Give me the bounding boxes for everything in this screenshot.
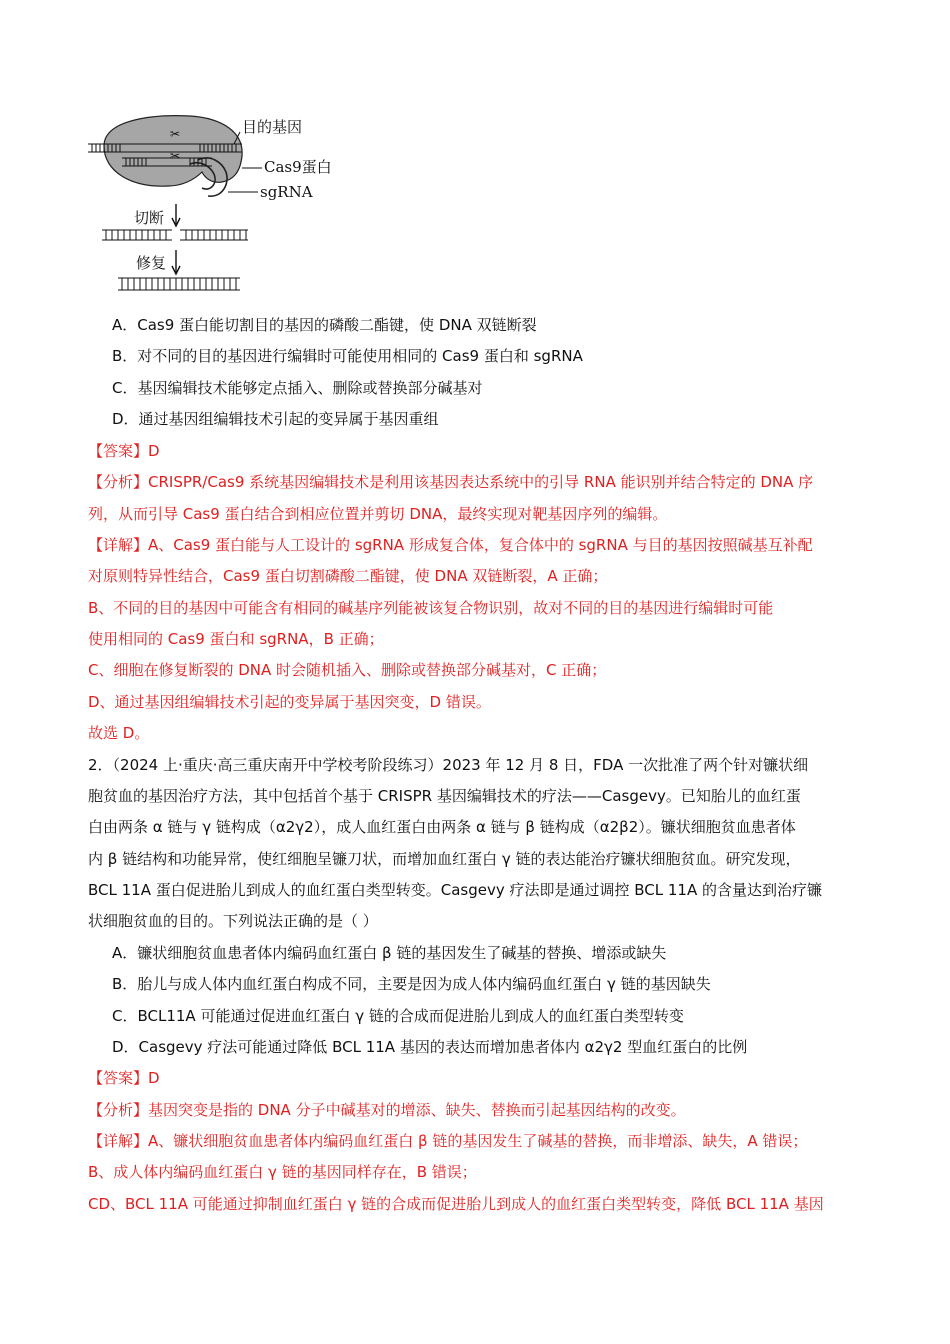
q2-stem-line: BCL 11A 蛋白促进胎儿到成人的血红蛋白类型转变。Casgevy 疗法即是通过调控 BCL 11A 的含量达到治疗镰: [88, 881, 823, 899]
q1-option-c: C．基因编辑技术能够定点插入、删除或替换部分碱基对: [112, 379, 483, 397]
q1-analysis-line: 列，从而引导 Cas9 蛋白结合到相应位置并剪切 DNA，最终实现对靶基因序列的编辑。: [88, 505, 668, 523]
q1-option-d: D．通过基因组编辑技术引起的变异属于基因重组: [112, 410, 439, 428]
scissors-icon: ✂: [170, 149, 181, 163]
q2-stem-line: 内 β 链结构和功能异常，使红细胞呈镰刀状，而增加血红蛋白 γ 链的表达能治疗镰状细胞贫血。研究发现，: [88, 850, 801, 868]
label-target-gene: 目的基因: [242, 118, 303, 136]
label-sgrna: sgRNA: [260, 183, 313, 201]
q1-detail-line: B、不同的目的基因中可能含有相同的碱基序列能被该复合物识别，故对不同的目的基因进行编辑时可能: [88, 599, 774, 617]
q2-stem-line: 胞贫血的基因治疗方法，其中包括首个基于 CRISPR 基因编辑技术的疗法——Casgevy。已知胎儿的血红蛋: [88, 787, 801, 805]
arrow-down-icon: [172, 250, 180, 274]
arrow-down-icon: [172, 204, 180, 226]
q1-detail-line: D、通过基因组编辑技术引起的变异属于基因突变，D 错误。: [88, 693, 491, 711]
scissors-icon: ✂: [170, 127, 181, 141]
q2-stem-line: 状细胞贫血的目的。下列说法正确的是（ ）: [88, 912, 378, 930]
cas9-diagram: [82, 108, 342, 303]
q2-stem-line: 2．（2024 上·重庆·高三重庆南开中学校考阶段练习）2023 年 12 月 8 日，FDA 一次批准了两个针对镰状细: [88, 756, 809, 774]
q2-detail-line: 【详解】A、镰状细胞贫血患者体内编码血红蛋白 β 链的基因发生了碱基的替换，而非增添、缺失，A 错误；: [88, 1132, 808, 1150]
q2-detail-line: CD、BCL 11A 可能通过抑制血红蛋白 γ 链的合成而促进胎儿到成人的血红蛋白类型转变，降低 BCL 11A 基因: [88, 1195, 824, 1213]
q1-detail-line: C、细胞在修复断裂的 DNA 时会随机插入、删除或替换部分碱基对，C 正确；: [88, 661, 607, 679]
q1-analysis-line: 【分析】CRISPR/Cas9 系统基因编辑技术是利用该基因表达系统中的引导 RNA 能识别并结合特定的 DNA 序: [88, 473, 814, 491]
q2-answer: 【答案】D: [88, 1069, 160, 1087]
q1-detail-line: 使用相同的 Cas9 蛋白和 sgRNA，B 正确；: [88, 630, 384, 648]
q1-detail-line: 故选 D。: [88, 724, 150, 742]
q1-option-a: A．Cas9 蛋白能切割目的基因的磷酸二酯键，使 DNA 双链断裂: [112, 316, 537, 334]
label-cas9: Cas9蛋白: [264, 158, 332, 176]
label-repair: 修复: [136, 254, 167, 272]
q1-answer: 【答案】D: [88, 442, 160, 460]
q2-option-b: B．胎儿与成人体内血红蛋白构成不同，主要是因为成人体内编码血红蛋白 γ 链的基因缺失: [112, 975, 711, 993]
label-cut: 切断: [134, 209, 165, 227]
q2-analysis: 【分析】基因突变是指的 DNA 分子中碱基对的增添、缺失、替换而引起基因结构的改变。: [88, 1101, 686, 1119]
q2-stem-line: 白由两条 α 链与 γ 链构成（α2γ2），成人血红蛋白由两条 α 链与 β 链构成（α2β2）。镰状细胞贫血患者体: [88, 818, 796, 836]
q2-option-a: A．镰状细胞贫血患者体内编码血红蛋白 β 链的基因发生了碱基的替换、增添或缺失: [112, 944, 667, 962]
q1-detail-line: 【详解】A、Cas9 蛋白能与人工设计的 sgRNA 形成复合体，复合体中的 sgRNA 与目的基因按照碱基互补配: [88, 536, 813, 554]
q2-detail-line: B、成人体内编码血红蛋白 γ 链的基因同样存在，B 错误；: [88, 1163, 477, 1181]
q2-option-d: D．Casgevy 疗法可能通过降低 BCL 11A 基因的表达而增加患者体内 α2γ2 型血红蛋白的比例: [112, 1038, 748, 1056]
q2-option-c: C．BCL11A 可能通过促进血红蛋白 γ 链的合成而促进胎儿到成人的血红蛋白类型转变: [112, 1007, 684, 1025]
q1-option-b: B．对不同的目的基因进行编辑时可能使用相同的 Cas9 蛋白和 sgRNA: [112, 347, 583, 365]
q1-detail-line: 对原则特异性结合，Cas9 蛋白切割磷酸二酯键，使 DNA 双链断裂，A 正确；: [88, 567, 608, 585]
